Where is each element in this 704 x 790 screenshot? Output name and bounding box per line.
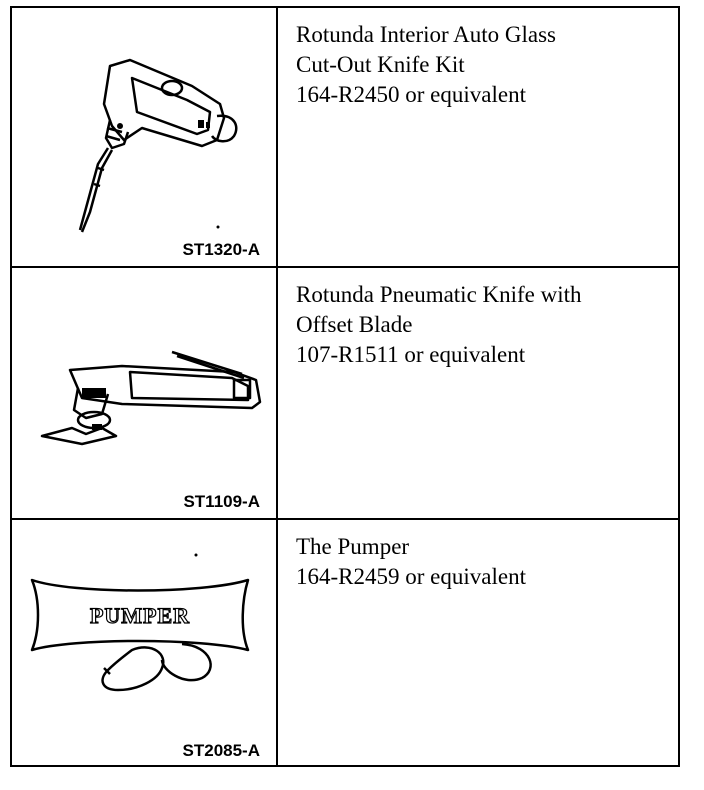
- tool-name-line-1: Rotunda Pneumatic Knife with: [296, 282, 582, 307]
- tool-name-line-1: Rotunda Interior Auto Glass: [296, 22, 556, 47]
- pumper-bag-icon: [12, 520, 276, 767]
- tool-part-number: 164-R2450 or equivalent: [296, 82, 526, 107]
- tool-illustration-cell: [12, 520, 278, 767]
- tool-description: [278, 520, 678, 767]
- illustration-code: ST1320-A: [182, 240, 260, 259]
- tool-illustration-cell: [12, 8, 278, 266]
- cutout-knife-icon: [12, 8, 276, 264]
- tool-table: [10, 6, 680, 767]
- pneumatic-knife-icon: [12, 268, 276, 518]
- tool-name-line-2: Cut-Out Knife Kit: [296, 52, 465, 77]
- tool-illustration-cell: [12, 268, 278, 518]
- pumper-bag-label: PUMPER: [89, 603, 191, 628]
- tool-description: [278, 8, 678, 266]
- tool-row: [12, 8, 678, 266]
- tool-description: [278, 268, 678, 518]
- tool-part-number: 107-R1511 or equivalent: [296, 342, 526, 367]
- tool-name-line-2: Offset Blade: [296, 312, 413, 337]
- tool-part-number: 164-R2459 or equivalent: [296, 564, 526, 589]
- illustration-code: ST2085-A: [182, 741, 260, 760]
- tool-row: [12, 266, 678, 518]
- illustration-code: ST1109-A: [183, 492, 260, 511]
- tool-row: [12, 518, 678, 767]
- tool-name-line-1: The Pumper: [296, 534, 410, 559]
